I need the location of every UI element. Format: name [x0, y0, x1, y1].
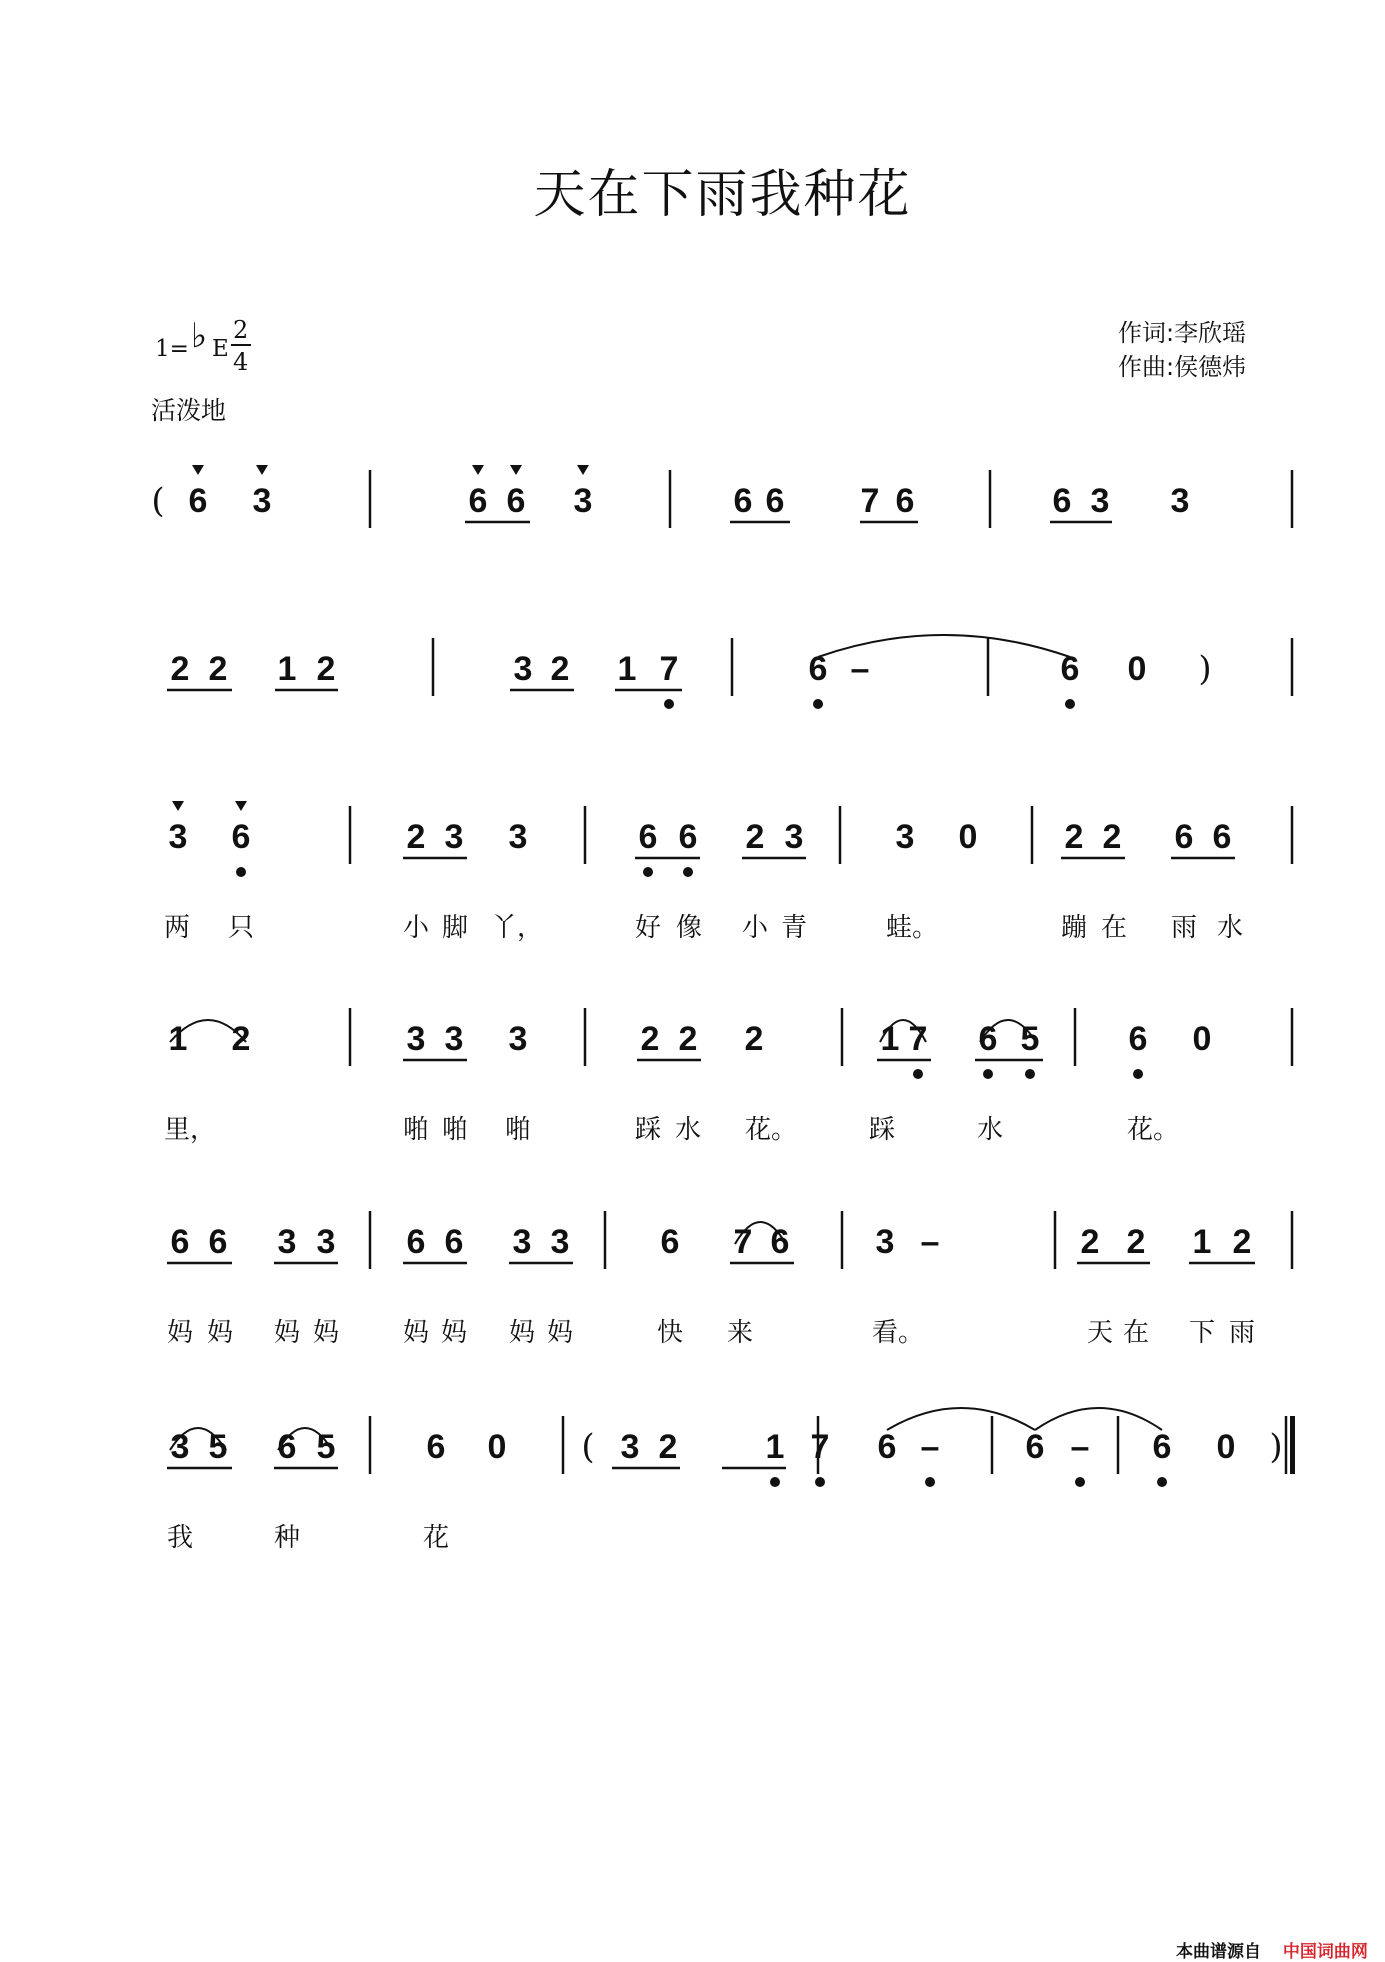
note-3-9: 3	[784, 818, 804, 856]
note-3-4: 3	[444, 818, 464, 856]
note-1-8: 7	[860, 482, 880, 520]
low-octave-dot	[683, 867, 693, 877]
low-octave-dot	[925, 1477, 935, 1487]
source-note	[1176, 1937, 1368, 1962]
note-5-8: 3	[550, 1223, 570, 1261]
note-6-16: 0	[1216, 1428, 1236, 1466]
lyric-3-11: 蹦	[1061, 913, 1088, 943]
note-1-1: 6	[188, 482, 208, 520]
lyric-5-13: 在	[1123, 1318, 1150, 1348]
composer-credit: 作曲:侯德炜	[1118, 353, 1247, 381]
paren-close: )	[1198, 649, 1212, 689]
note-5-9: 6	[660, 1223, 680, 1261]
lyric-5-10: 来	[727, 1318, 754, 1348]
note-6-10: 7	[810, 1428, 830, 1466]
lyric-4-3: 啪	[442, 1115, 469, 1145]
lyric-4-8: 踩	[869, 1115, 896, 1145]
page-title: 天在下雨我种花	[533, 165, 912, 225]
note-4-11: 6	[978, 1020, 998, 1058]
note-6-7: 3	[620, 1428, 640, 1466]
note-4-3: 3	[406, 1020, 426, 1058]
note-2-4: 2	[316, 650, 336, 688]
lyric-5-2: 妈	[207, 1318, 234, 1348]
note-4-8: 2	[744, 1020, 764, 1058]
low-octave-dot	[815, 1477, 825, 1487]
low-octave-dot	[1075, 1477, 1085, 1487]
note-5-6: 6	[444, 1223, 464, 1261]
staccato-mark	[235, 801, 247, 811]
lyric-5-3: 妈	[274, 1318, 301, 1348]
source-prefix: 本曲谱源自	[1176, 1942, 1261, 1962]
note-3-10: 3	[895, 818, 915, 856]
note-2-5: 3	[513, 650, 533, 688]
note-6-3: 6	[277, 1428, 297, 1466]
lyric-3-7: 像	[676, 913, 703, 943]
lyric-3-12: 在	[1101, 913, 1128, 943]
lyric-4-4: 啪	[505, 1115, 532, 1145]
lyric-4-2: 啪	[403, 1115, 430, 1145]
note-3-5: 3	[508, 818, 528, 856]
low-octave-dot	[983, 1069, 993, 1079]
lyric-5-15: 雨	[1229, 1318, 1256, 1348]
note-3-2: 6	[231, 818, 251, 856]
note-4-13: 6	[1128, 1020, 1148, 1058]
note-2-10: –	[850, 650, 870, 688]
lyric-3-5: 丫，	[491, 913, 544, 943]
note-4-2: 2	[231, 1020, 251, 1058]
lyric-5-8: 妈	[547, 1318, 574, 1348]
note-4-5: 3	[508, 1020, 528, 1058]
lyric-3-8: 小	[742, 913, 769, 943]
lyric-4-1: 里，	[164, 1115, 217, 1145]
note-2-3: 1	[277, 650, 297, 688]
low-octave-dot	[813, 699, 823, 709]
note-5-4: 3	[316, 1223, 336, 1261]
note-1-10: 6	[1052, 482, 1072, 520]
low-octave-dot	[236, 867, 246, 877]
lyric-4-6: 水	[675, 1115, 702, 1145]
note-2-8: 7	[659, 650, 679, 688]
note-3-3: 2	[406, 818, 426, 856]
low-octave-dot	[1025, 1069, 1035, 1079]
note-1-6: 6	[733, 482, 753, 520]
note-6-14: –	[1070, 1428, 1090, 1466]
lyric-6-2: 种	[274, 1523, 301, 1553]
note-5-5: 6	[406, 1223, 426, 1261]
note-3-8: 2	[745, 818, 765, 856]
key-prefix: 1=	[155, 336, 189, 362]
note-5-15: 2	[1126, 1223, 1146, 1261]
note-6-11: 6	[877, 1428, 897, 1466]
lyric-5-7: 妈	[509, 1318, 536, 1348]
tempo-marking: 活泼地	[151, 396, 227, 425]
paren-open: (	[151, 481, 165, 521]
note-3-1: 3	[168, 818, 188, 856]
note-3-13: 2	[1102, 818, 1122, 856]
note-5-7: 3	[512, 1223, 532, 1261]
low-octave-dot	[643, 867, 653, 877]
note-6-5: 6	[426, 1428, 446, 1466]
staccato-mark	[577, 465, 589, 475]
lyric-5-11: 看。	[872, 1318, 925, 1348]
staccato-mark	[472, 465, 484, 475]
staccato-mark	[172, 801, 184, 811]
note-5-10: 7	[733, 1223, 753, 1261]
note-3-14: 6	[1174, 818, 1194, 856]
note-6-8: 2	[658, 1428, 678, 1466]
low-octave-dot	[1065, 699, 1075, 709]
lyric-3-2: 只	[228, 913, 255, 943]
lyric-5-5: 妈	[403, 1318, 430, 1348]
key-note: E	[212, 336, 229, 362]
note-3-11: 0	[958, 818, 978, 856]
note-6-9: 1	[765, 1428, 785, 1466]
note-1-5: 3	[573, 482, 593, 520]
note-5-12: 3	[875, 1223, 895, 1261]
low-octave-dot	[664, 699, 674, 709]
note-2-6: 2	[550, 650, 570, 688]
note-2-1: 2	[170, 650, 190, 688]
staccato-mark	[192, 465, 204, 475]
lyric-3-1: 两	[164, 913, 191, 943]
lyric-3-6: 好	[635, 913, 662, 943]
slur-tie	[887, 1408, 1035, 1430]
note-4-9: 1	[880, 1020, 900, 1058]
note-6-15: 6	[1152, 1428, 1172, 1466]
note-4-4: 3	[444, 1020, 464, 1058]
lyricist-credit: 作词:李欣瑶	[1118, 319, 1247, 347]
lyric-6-1: 我	[167, 1523, 194, 1553]
note-1-7: 6	[765, 482, 785, 520]
note-6-13: 6	[1025, 1428, 1045, 1466]
note-3-12: 2	[1064, 818, 1084, 856]
lyric-3-13: 雨	[1171, 913, 1198, 943]
low-octave-dot	[1157, 1477, 1167, 1487]
note-1-12: 3	[1170, 482, 1190, 520]
lyric-3-3: 小	[403, 913, 430, 943]
lyric-3-4: 脚	[442, 913, 469, 943]
lyric-3-10: 蛙。	[886, 913, 939, 943]
lyric-5-9: 快	[657, 1318, 684, 1348]
note-5-3: 3	[277, 1223, 297, 1261]
lyric-6-3: 花	[423, 1523, 450, 1553]
lyric-5-1: 妈	[167, 1318, 194, 1348]
low-octave-dot	[770, 1477, 780, 1487]
lyric-4-5: 踩	[635, 1115, 662, 1145]
lyric-4-10: 花。	[1127, 1115, 1180, 1145]
note-6-6: 0	[487, 1428, 507, 1466]
note-5-11: 6	[770, 1223, 790, 1261]
time-signature-bottom: 4	[233, 348, 249, 376]
note-2-11: 6	[1060, 650, 1080, 688]
note-6-4: 5	[316, 1428, 336, 1466]
paren-close: )	[1269, 1427, 1283, 1467]
lyric-5-14: 下	[1189, 1318, 1216, 1348]
note-4-14: 0	[1192, 1020, 1212, 1058]
staccato-mark	[510, 465, 522, 475]
note-1-3: 6	[468, 482, 488, 520]
lyric-4-7: 花。	[745, 1115, 798, 1145]
note-2-7: 1	[617, 650, 637, 688]
note-6-2: 5	[208, 1428, 228, 1466]
lyric-3-9: 青	[781, 913, 808, 943]
note-6-1: 3	[170, 1428, 190, 1466]
note-4-6: 2	[640, 1020, 660, 1058]
note-5-14: 2	[1080, 1223, 1100, 1261]
lyric-5-6: 妈	[441, 1318, 468, 1348]
note-6-12: –	[920, 1428, 940, 1466]
source-site-link[interactable]: 中国词曲网	[1282, 1942, 1368, 1962]
note-2-12: 0	[1127, 650, 1147, 688]
note-5-16: 1	[1192, 1223, 1212, 1261]
note-5-13: –	[920, 1223, 940, 1261]
note-4-1: 1	[168, 1020, 188, 1058]
note-3-15: 6	[1212, 818, 1232, 856]
paren-open: (	[581, 1427, 595, 1467]
note-5-17: 2	[1232, 1223, 1252, 1261]
lyric-3-14: 水	[1217, 913, 1244, 943]
note-1-11: 3	[1090, 482, 1110, 520]
lyric-4-9: 水	[977, 1115, 1004, 1145]
note-3-7: 6	[678, 818, 698, 856]
lyric-5-4: 妈	[313, 1318, 340, 1348]
note-3-6: 6	[638, 818, 658, 856]
note-5-2: 6	[208, 1223, 228, 1261]
score-marks	[151, 465, 1295, 1553]
flat-accidental: ♭	[191, 316, 208, 356]
note-1-9: 6	[895, 482, 915, 520]
final-barline-thick	[1290, 1416, 1295, 1474]
lyric-5-12: 天	[1087, 1318, 1114, 1348]
note-4-10: 7	[908, 1020, 928, 1058]
time-signature-top: 2	[233, 316, 249, 344]
note-1-2: 3	[252, 482, 272, 520]
low-octave-dot	[1133, 1069, 1143, 1079]
slur-tie	[1035, 1408, 1162, 1430]
note-5-1: 6	[170, 1223, 190, 1261]
note-4-7: 2	[678, 1020, 698, 1058]
note-2-9: 6	[808, 650, 828, 688]
note-2-2: 2	[208, 650, 228, 688]
staccato-mark	[256, 465, 268, 475]
low-octave-dot	[913, 1069, 923, 1079]
note-1-4: 6	[506, 482, 526, 520]
note-4-12: 5	[1020, 1020, 1040, 1058]
